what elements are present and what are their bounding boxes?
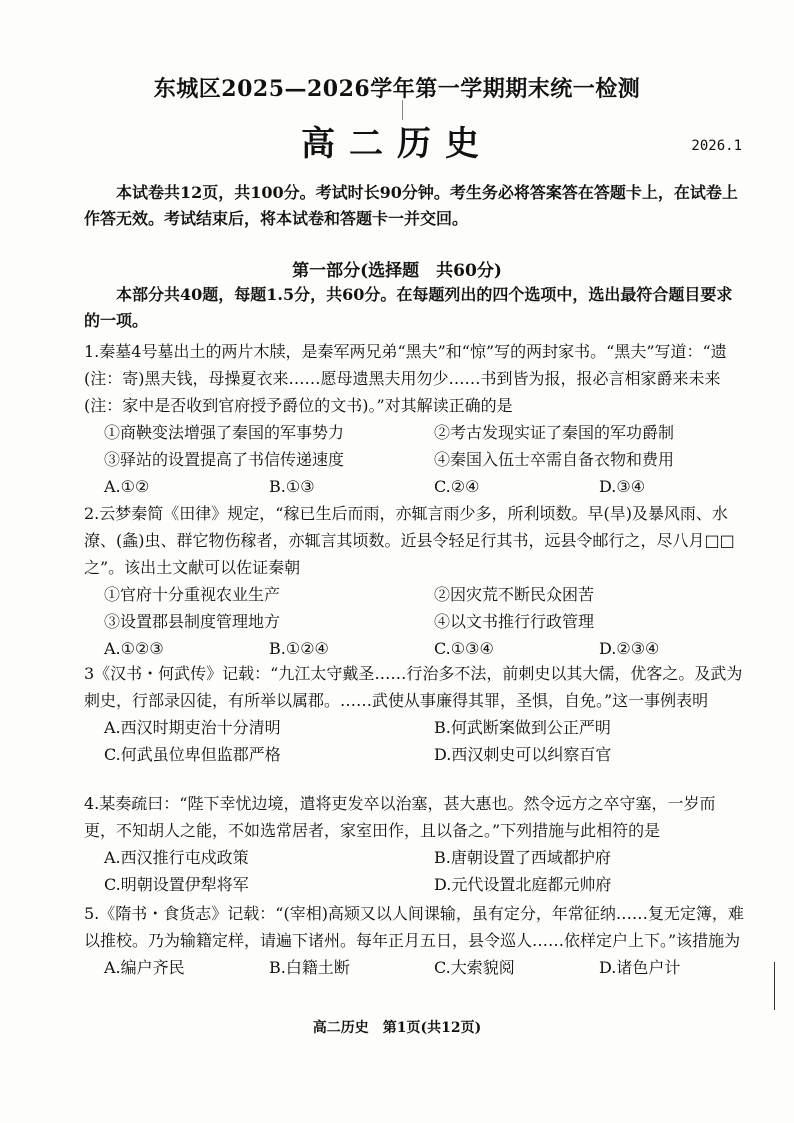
option-c: C.②④ [434,477,480,496]
answer-options [84,635,744,662]
part-title: 第一部分(选择题 共60分) [292,261,502,281]
option-a: A.编户齐民 [104,958,185,977]
option-b: B.白籍土断 [269,958,350,977]
question-text: 5.《隋书・食货志》记载：“(宰相)高颎又以人间课输，虽有定分，年常征纳……复无定簿，难以推校。乃为输籍定样，请遍下诸州。每年正月五日，县令巡人……依样定户上下。”该措施为 [84,904,744,950]
answer-options [84,473,744,500]
option-a: A.①② [104,477,150,496]
option-d: D.③④ [599,477,646,496]
option-c: C.何武虽位卑但监郡严格 [104,745,281,764]
statement-item: ②因灾荒不断民众困苦 [434,585,595,604]
exam-date: 2026.1 [691,138,742,154]
statement-item: ①官府十分重视农业生产 [104,585,281,604]
option-b: B.①③ [269,477,315,496]
option-d: D.②③④ [599,639,660,658]
option-a: A.①②③ [104,639,164,658]
statement-list [84,419,744,473]
option-c: C.大索貌阅 [434,958,515,977]
question-text: 1.秦墓4号墓出土的两片木牍，是秦军两兄弟“黑夫”和“惊”写的两封家书。“黑夫”写道：“遗(注：寄)黑夫钱，母操夏衣来……愿母遗黑夫用勿少……书到皆为报，报必言相家爵来未来(注：家中是否收到官府授予爵位的文书)。”对其解读正确的是 [84,342,727,415]
statement-item: ④以文书推行行政管理 [434,612,595,631]
option-b: B.①②④ [269,639,329,658]
option-d: D.西汉刺史可以纠察百官 [434,745,612,764]
option-b: B.何武断案做到公正严明 [434,718,611,737]
option-a: A.西汉推行屯戍政策 [104,848,249,867]
statement-item: ③驿站的设置提高了书信传递速度 [104,450,345,469]
question-text: 3《汉书・何武传》记载：“九江太守戴圣……行治多不法，前刺史以其大儒，优客之。及武为刺史，行部录囚徒，有所举以属郡。……武使从事廉得其罪，圣惧，自免。”这一事例表明 [84,664,743,710]
exam-title: 东城区2025—2026学年第一学期期末统一检测 [153,76,641,102]
question-text: 4.某奏疏曰：“陛下幸忧边境，遣将吏发卒以治塞，甚大惠也。然令远方之卒守塞，一岁而更，不知胡人之能，不如选常居者，家室田作，且以备之。”下列措施与此相符的是 [84,794,716,840]
question-4 [84,790,744,898]
question-2 [84,500,744,662]
option-c: C.①③④ [434,639,494,658]
question-3 [84,660,744,768]
statement-item: ③设置郡县制度管理地方 [104,612,281,631]
option-d: D.诸色户计 [599,958,681,977]
option-c: C.明朝设置伊犁将军 [104,875,249,894]
part-description: 本部分共40题，每题1.5分，共60分。在每题列出的四个选项中，选出最符合题目要求的一项。 [84,285,733,330]
answer-options [84,844,744,898]
statement-item: ①商鞅变法增强了秦国的军事势力 [104,423,345,442]
statement-item: ④秦国入伍士卒需自备衣物和费用 [434,450,675,469]
subject-title: 高二历史 [301,124,493,164]
question-5 [84,900,744,981]
statement-item: ②考古发现实证了秦国的军功爵制 [434,423,675,442]
option-b: B.唐朝设置了西域都护府 [434,848,611,867]
question-text: 2.云梦秦简《田律》规定，“稼已生后而雨，亦辄言雨少多，所利顷数。早(旱)及暴风雨、水潦、(螽)虫、群它物伤稼者，亦辄言其顷数。近县令轻足行其书，远县令邮行之，尽八月□□之”。该出土文献可以佐证秦朝 [84,504,735,577]
option-a: A.西汉时期吏治十分清明 [104,718,281,737]
statement-list [84,581,744,635]
option-d: D.元代设置北庭都元帅府 [434,875,612,894]
answer-options [84,714,744,768]
exam-instructions: 本试卷共12页，共100分。考试时长90分钟。考生务必将答案答在答题卡上，在试卷上作答无效。考试结束后，将本试卷和答题卡一并交回。 [84,183,738,228]
page-footer: 高二历史 第1页(共12页) [312,1020,482,1036]
answer-options [84,954,744,981]
margin-line [774,962,775,1010]
question-1 [84,338,744,500]
